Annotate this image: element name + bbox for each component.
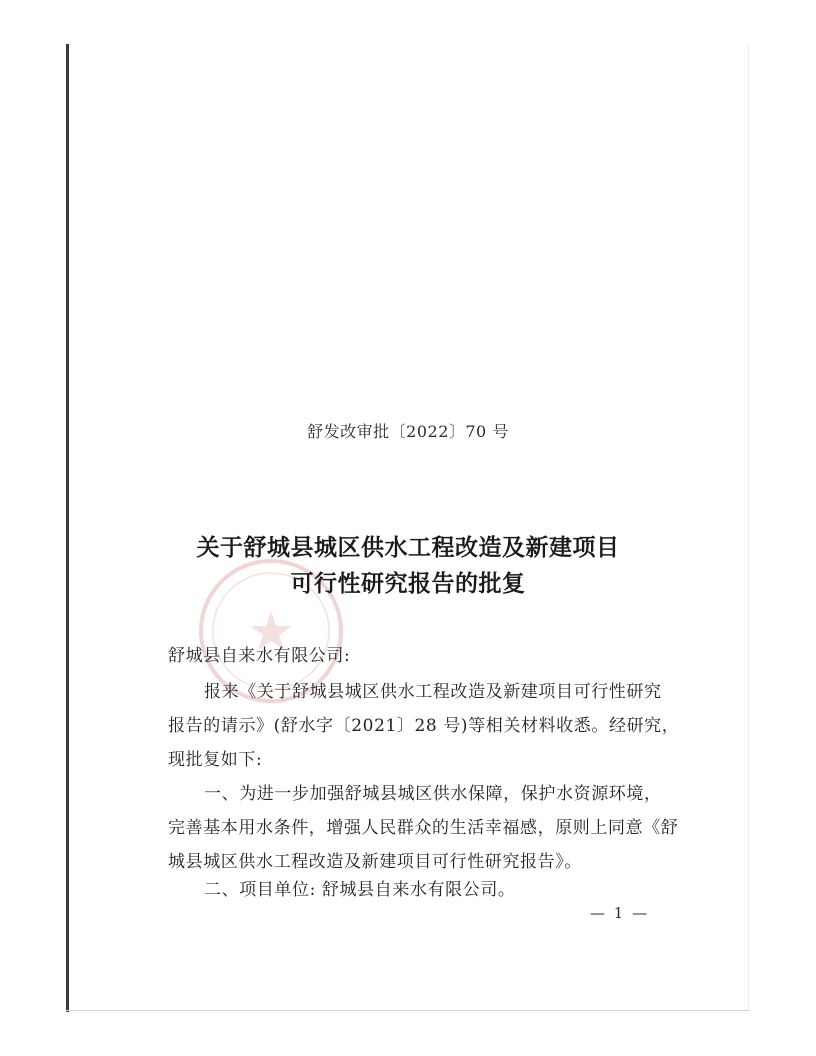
paragraph-2-line-1: 一、为进一步加强舒城县城区供水保障，保护水资源环境，: [204, 784, 662, 804]
paragraph-1-line-2: 报告的请示》(舒水字〔2021〕28 号)等相关材料收悉。经研究，: [168, 716, 680, 736]
page-number: — 1 —: [590, 904, 650, 922]
paragraph-3-line-1: 二、项目单位: 舒城县自来水有限公司。: [204, 880, 516, 900]
paragraph-2-line-2: 完善基本用水条件，增强人民群众的生活幸福感，原则上同意《舒: [168, 818, 679, 838]
document-title-line-2: 可行性研究报告的批复: [290, 570, 526, 597]
scan-bottom-edge: [66, 1010, 750, 1011]
paragraph-1-line-1: 报来《关于舒城县城区供水工程改造及新建项目可行性研究: [204, 682, 662, 702]
scan-left-edge: [66, 44, 69, 1012]
scan-right-edge: [748, 44, 749, 1012]
addressee: 舒城县自来水有限公司:: [168, 646, 351, 666]
document-title-line-1: 关于舒城县城区供水工程改造及新建项目: [196, 534, 620, 561]
paragraph-2-line-3: 城县城区供水工程改造及新建项目可行性研究报告》。: [168, 852, 582, 872]
document-number: 舒发改审批〔2022〕70 号: [307, 422, 509, 441]
paragraph-1-line-3: 现批复如下:: [168, 750, 263, 770]
